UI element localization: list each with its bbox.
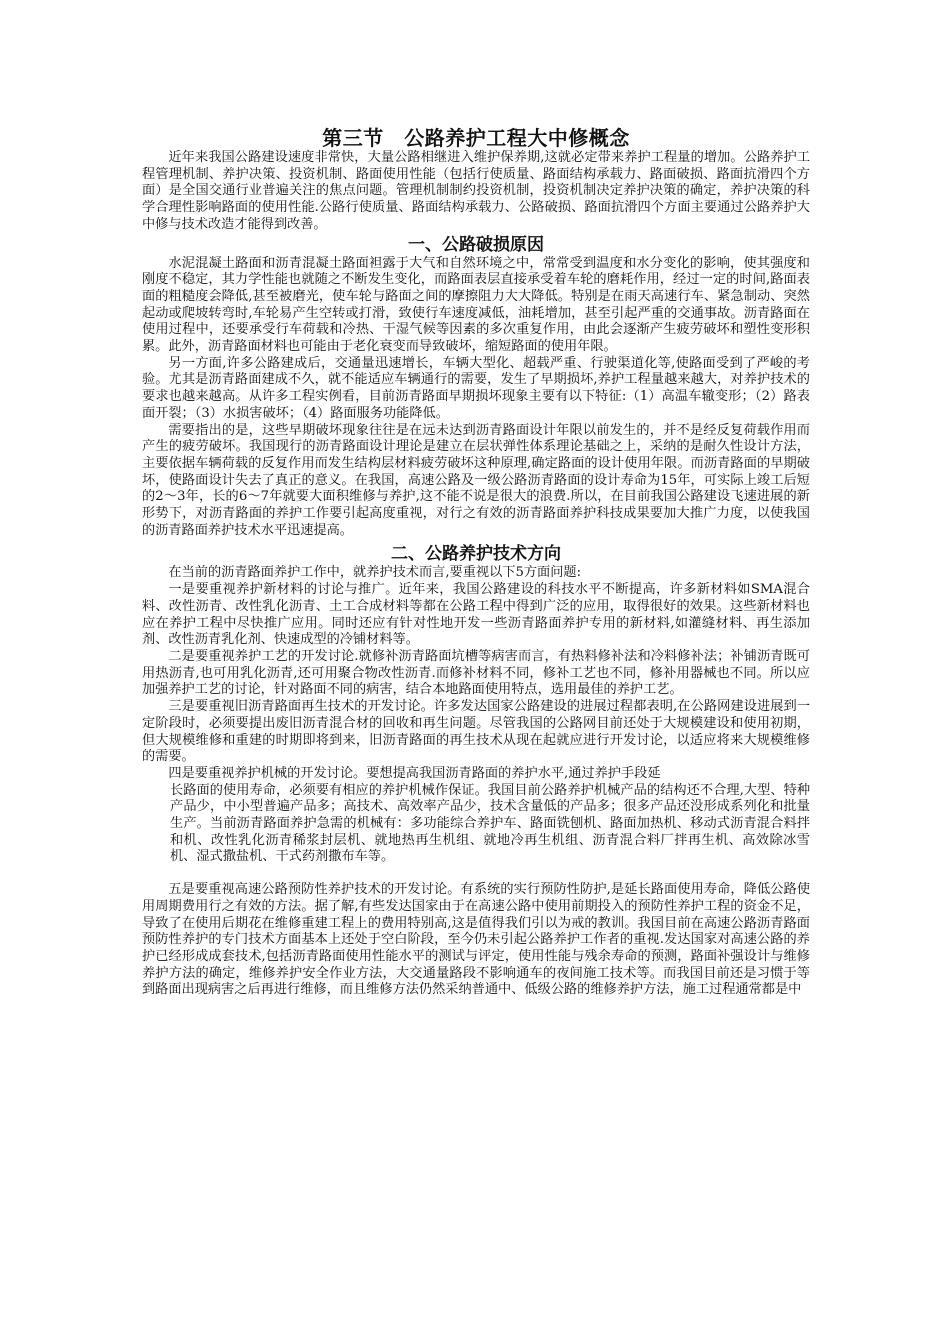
document-title: 第三节 公路养护工程大中修概念 <box>322 126 630 150</box>
intro-paragraph: 近年来我国公路建设速度非常快，大量公路相继进入维护保养期,这就必定带来养护工程量的增加。公路养护工程管理机制、养护决策、投资机制、路面使用性能（包括行使质量、路面结构承载力、路面破损、路面抗滑四个方面）是全国交通行业普遍关注的焦点问题。管理机制制约投资机制，投资机制决定养护决策的确定，养护决策的科学合理性影响路面的使用性能.公路行使质量、路面结构承载力、公路破损、路面抗滑四个方面主要通过公路养护大中修与技术改造才能得到改善。 <box>142 150 810 232</box>
section-2-paragraph: 在当前的沥青路面养护工作中，就养护技术而言,要重视以下5方面问题: <box>168 565 582 581</box>
document-page <box>142 126 810 999</box>
section-2-paragraph: 一是要重视养护新材料的讨论与推广。近年来，我国公路建设的科技水平不断提高，许多新材料如SMA混合料、改性沥青、改性乳化沥青、土工合成材料等都在公路工程中得到广泛的应用，取得很好的效果。这些新材料也应在养护工程中尽快推广应用。同时还应有针对性地开发一些沥青路面养护专用的新材料,如灌缝材料、再生添加剂、改性沥青乳化剂、快速成型的冷铺材料等。 <box>142 582 810 648</box>
section-2-paragraph: 二是要重视养护工艺的开发讨论.就修补沥青路面坑槽等病害而言，有热料修补法和冷料修补法；补铺沥青既可用热沥青,也可用乳化沥青,还可用聚合物改性沥青.而修补材料不同，修补工艺也不同，修补用器械也不同。所以应加强养护工艺的讨论，针对路面不同的病害，结合本地路面使用特点，选用最佳的养护工艺。 <box>142 648 810 698</box>
section-1-paragraph: 需要指出的是，这些早期破坏现象往往是在远未达到沥青路面设计年限以前发生的，并不是经反复荷载作用而产生的疲劳破坏。我国现行的沥青路面设计理论是建立在层状弹性体系理论基础之上，采纳的是耐久性设计方法，主要依据车辆荷载的反复作用而发生结构层材料疲劳破坏这种原理,确定路面的设计使用年限。而沥青路面的早期破坏，使路面设计失去了真正的意义。在我国，高速公路及一级公路沥青路面的设计寿命为15年，可实际上竣工后短的2～3年，长的6～7年就要大面积维修与养护,这不能不说是很大的浪费.所以，在目前我国公路建设飞速进展的新形势下，对沥青路面的养护工作要引起高度重视，对行之有效的沥青路面养护科技成果要加大推广力度，以使我国的沥青路面养护技术水平迅速提高。 <box>142 422 810 538</box>
section-2-heading: 二、公路养护技术方向 <box>391 544 561 565</box>
section-1-paragraph: 水泥混凝土路面和沥青混凝土路面袒露于大气和自然环境之中，常常受到温度和水分变化的影响，使其强度和刚度不稳定，其力学性能也就随之不断发生变化，而路面表层直接承受着车轮的磨耗作用，经过一定的时间,路面表面的粗糙度会降低,甚至被磨光，使车轮与路面之间的摩擦阻力大大降低。特别是在雨天高速行车、紧急制动、突然起动或爬坡转弯时,车轮易产生空转或打滑，致使行车速度减低，油耗增加，甚至引起严重的交通事故。沥青路面在使用过程中，还要承受行车荷载和冷热、干湿气候等因素的多次重复作用，由此会逐渐产生疲劳破坏和塑性变形积累。此外，沥青路面材料也可能由于老化衰变而导致破坏，缩短路面的使用年限。 <box>142 255 810 355</box>
section-2-paragraph: 三是要重视旧沥青路面再生技术的开发讨论。许多发达国家公路建设的进展过程都表明,在公路网建设进展到一定阶段时，必须要提出废旧沥青混合材的回收和再生问题。尽管我国的公路网目前还处于大规模建设和使用初期，但大规模维修和重建的时期即将到来，旧沥青路面的再生技术从现在起就应进行开发讨论，以适应将来大规模维修的需要。 <box>142 699 810 765</box>
section-2-final-paragraph: 五是要重视高速公路预防性养护技术的开发讨论。有系统的实行预防性防护,是延长路面使用寿命，降低公路使用周期费用行之有效的方法。据了解,有些发达国家由于在高速公路中使用前期投入的预防性养护工程的资金不足，导致了在使用后期花在维修重建工程上的费用特别高,这是值得我们引以为戒的教训。我国目前在高速公路沥青路面预防性养护的专门技术方面基本上还处于空白阶段，至今仍未引起公路养护工作者的重视.发达国家对高速公路的养护已经形成成套技术,包括沥青路面使用性能水平的测试与评定，使用性能与残余寿命的预测，路面补强设计与维修养护方法的确定，维修养护安全作业方法，大交通量路段不影响通车的夜间施工技术等。而我国目前还是习惯于等到路面出现病害之后再进行维修，而且维修方法仍然采纳普通中、低级公路的维修养护方法，施工过程通常都是中 <box>142 882 811 998</box>
section-2-paragraph-lead: 四是要重视养护机械的开发讨论。要想提高我国沥青路面的养护水平,通过养护手段延 <box>168 765 661 781</box>
section-1-heading: 一、公路破损原因 <box>408 234 544 255</box>
section-2-paragraph-indented: 长路面的使用寿命，必须要有相应的养护机械作保证。我国目前公路养护机械产品的结构还不合理,大型、特种产品少，中小型普遍产品多；高技术、高效率产品少，技术含量低的产品多；很多产品还没形成系列化和批量生产。当前沥青路面养护急需的机械有：多功能综合养护车、路面铣刨机、路面加热机、移动式沥青混合料拌和机、改性乳化沥青稀浆封层机、就地热再生机组、就地冷再生机组、沥青混合料厂拌再生机、高效除冰雪机、湿式撒盐机、干式药剂撒布车等。 <box>170 782 810 865</box>
spacer <box>142 866 810 882</box>
section-1-paragraph: 另一方面,许多公路建成后，交通量迅速增长，车辆大型化、超载严重、行驶渠道化等,使路面受到了严峻的考验。尤其是沥青路面建成不久，就不能适应车辆通行的需要，发生了早期损坏,养护工程量越来越大，对养护技术的要求也越来越高。从许多工程实例看，目前沥青路面早期损坏现象主要有以下特征:（1）高温车辙变形；（2）路表面开裂；（3）水损害破坏；（4）路面服务功能降低。 <box>142 355 810 421</box>
